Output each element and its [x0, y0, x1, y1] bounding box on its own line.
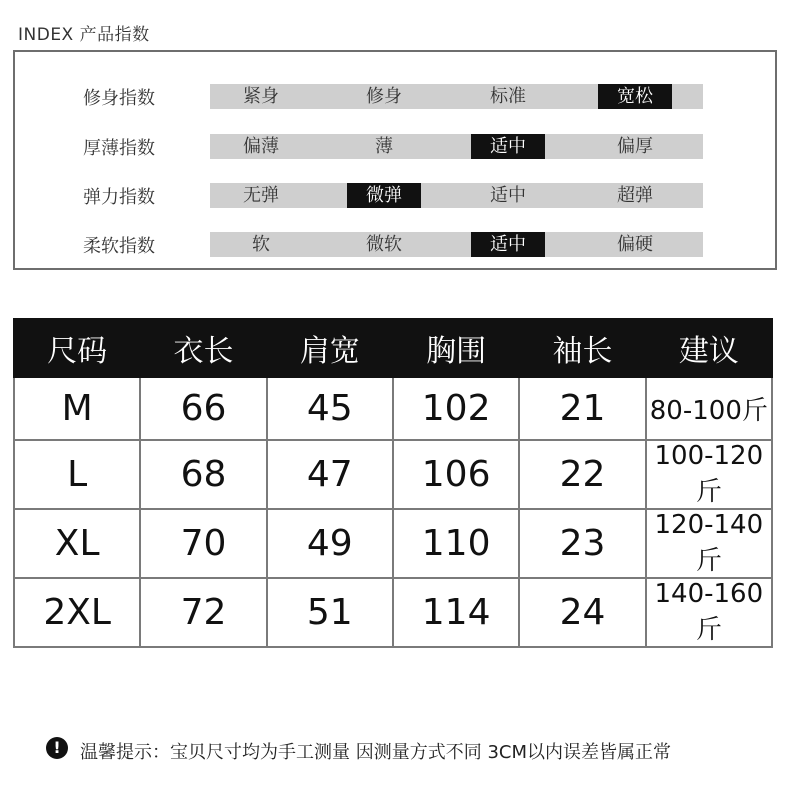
table-row	[14, 440, 772, 509]
suggestion-cell: 80-100斤	[646, 377, 772, 440]
suggestion-cell: 140-160斤	[646, 578, 772, 647]
product-index-panel	[13, 50, 777, 270]
index-row-fit	[15, 82, 775, 110]
suggestion-cell: 100-120斤	[646, 440, 772, 509]
chest-cell: 106	[393, 440, 519, 509]
sleeve-cell: 23	[519, 509, 645, 578]
index-row-label: 厚薄指数	[83, 138, 155, 159]
index-row-label: 弹力指数	[83, 187, 155, 208]
index-option: 适中	[471, 134, 545, 159]
size-table-header-row	[14, 319, 772, 377]
index-title: INDEX 产品指数	[18, 25, 150, 45]
shoulder-cell: 45	[267, 377, 393, 440]
column-header-chest: 胸围	[393, 319, 519, 377]
index-option: 适中	[471, 232, 545, 257]
shoulder-cell: 47	[267, 440, 393, 509]
suggestion-cell: 120-140斤	[646, 509, 772, 578]
index-row-softness	[15, 230, 775, 258]
shoulder-cell: 49	[267, 509, 393, 578]
column-header-sleeve: 袖长	[519, 319, 645, 377]
sleeve-cell: 22	[519, 440, 645, 509]
index-scale-bar	[210, 84, 703, 109]
index-option: 偏薄	[243, 136, 279, 157]
length-cell: 70	[140, 509, 266, 578]
index-row-label: 柔软指数	[83, 236, 155, 257]
sleeve-cell: 24	[519, 578, 645, 647]
index-option: 标准	[490, 86, 526, 107]
chest-cell: 110	[393, 509, 519, 578]
sleeve-cell: 21	[519, 377, 645, 440]
index-row-elasticity	[15, 181, 775, 209]
length-cell: 66	[140, 377, 266, 440]
table-row	[14, 578, 772, 647]
index-option: 微软	[366, 234, 402, 255]
chest-cell: 114	[393, 578, 519, 647]
column-header-shoulder: 肩宽	[267, 319, 393, 377]
index-scale-bar	[210, 134, 703, 159]
size-cell: M	[14, 377, 140, 440]
size-cell: L	[14, 440, 140, 509]
length-cell: 72	[140, 578, 266, 647]
chest-cell: 102	[393, 377, 519, 440]
table-row	[14, 509, 772, 578]
index-option: 薄	[375, 136, 393, 157]
table-row	[14, 377, 772, 440]
index-option: 偏厚	[617, 136, 653, 157]
index-scale-bar	[210, 183, 703, 208]
index-row-label: 修身指数	[83, 88, 155, 109]
size-cell: 2XL	[14, 578, 140, 647]
exclamation-icon: !	[46, 737, 68, 759]
index-option: 无弹	[243, 185, 279, 206]
column-header-size: 尺码	[14, 319, 140, 377]
index-option: 适中	[490, 185, 526, 206]
index-option: 超弹	[617, 185, 653, 206]
size-cell: XL	[14, 509, 140, 578]
index-option: 宽松	[598, 84, 672, 109]
index-option: 微弹	[347, 183, 421, 208]
index-option: 偏硬	[617, 234, 653, 255]
index-option: 紧身	[243, 86, 279, 107]
index-option: 修身	[366, 86, 402, 107]
index-row-thickness	[15, 132, 775, 160]
shoulder-cell: 51	[267, 578, 393, 647]
column-header-suggestion: 建议	[646, 319, 772, 377]
index-option: 软	[252, 234, 270, 255]
column-header-length: 衣长	[140, 319, 266, 377]
length-cell: 68	[140, 440, 266, 509]
index-scale-bar	[210, 232, 703, 257]
size-chart-table	[13, 318, 773, 648]
footer-note: 温馨提示：宝贝尺寸均为手工测量 因测量方式不同 3CM以内误差皆属正常	[80, 742, 671, 763]
